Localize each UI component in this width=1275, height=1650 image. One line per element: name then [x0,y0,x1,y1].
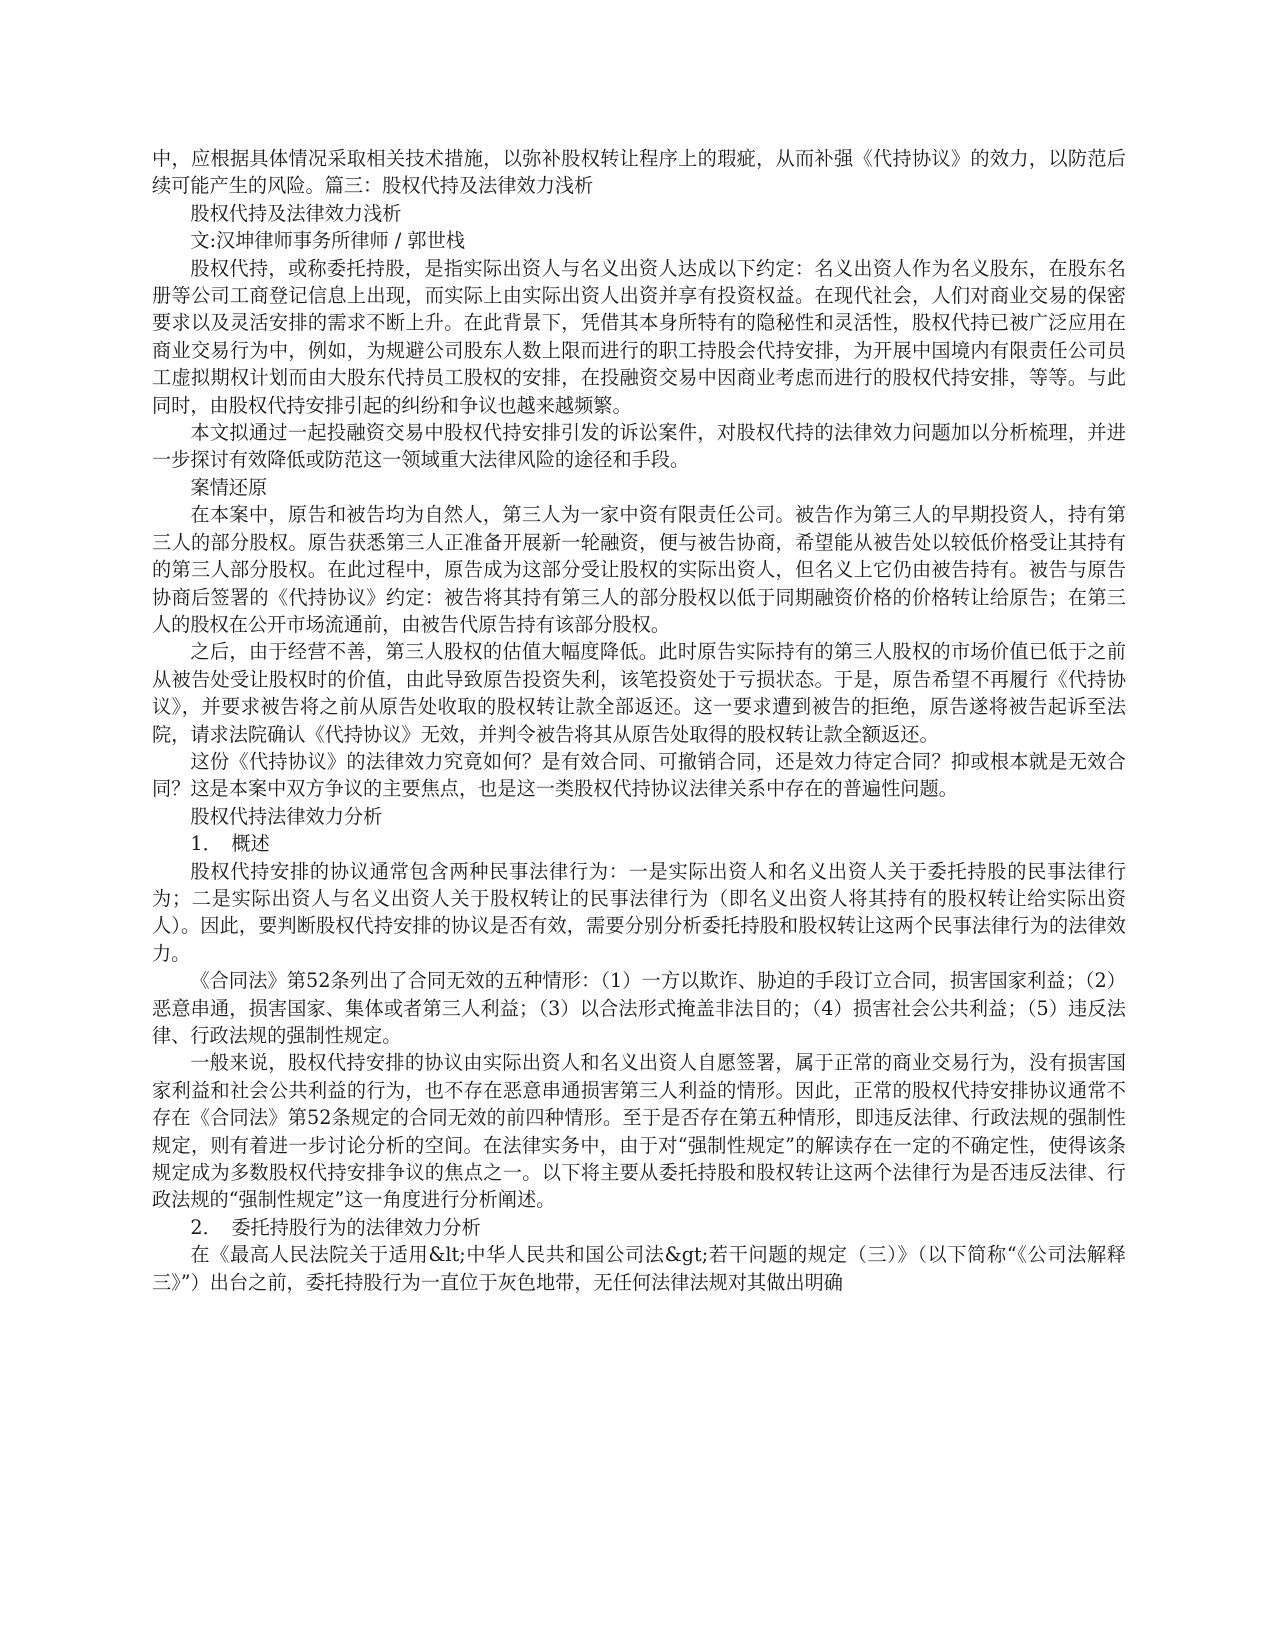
subsection-heading: 1． 概述 [190,832,270,856]
body-paragraph: 在本案中，原告和被告均为自然人，第三人为一家中资有限责任公司。被告作为第三人的早期投资人，持有第三人的部分股权。原告获悉第三人正准备开展新一轮融资，便与被告协商，希望能从被告处以较低价格受让其持有的第三人部分股权。在此过程中，原告成为这部分受让股权的实际出资人，但名义上它仍由被告持有。被告与原告协商后签署的《代持协议》约定：被告将其持有第三人的部分股权以低于同期融资价格的价格转让给原告；在第三人的股权在公开市场流通前，由被告代原告持有该部分股权。 [152,503,1126,636]
section-heading: 股权代持法律效力分析 [190,804,383,828]
body-paragraph: 股权代持，或称委托持股，是指实际出资人与名义出资人达成以下约定：名义出资人作为名义股东，在股东名册等公司工商登记信息上出现，而实际上由实际出资人出资并享有投资权益。在现代社会，人们对商业交易的保密要求以及灵活安排的需求不断上升。在此背景下，凭借其本身所特有的隐秘性和灵活性，股权代持已被广泛应用在商业交易行为中，例如，为规避公司股东人数上限而进行的职工持股会代持安排，为开展中国境内有限责任公司员工虚拟期权计划而由大股东代持员工股权的安排，在投融资交易中因商业考虑而进行的股权代持安排，等等。与此同时，由股权代持安排引起的纠纷和争议也越来越频繁。 [152,256,1126,417]
body-paragraph: 本文拟通过一起投融资交易中股权代持安排引发的诉讼案件，对股权代持的法律效力问题加以分析梳理，并进一步探讨有效降低或防范这一领域重大法律风险的途径和手段。 [152,421,1126,472]
body-paragraph: 这份《代持协议》的法律效力究竟如何？是有效合同、可撤销合同，还是效力待定合同？抑或根本就是无效合同？这是本案中双方争议的主要焦点，也是这一类股权代持协议法律关系中存在的普遍性问题。 [152,749,1126,801]
article-byline: 文:汉坤律师事务所律师 / 郭世栈 [190,229,465,253]
continuation-paragraph: 中，应根据具体情况采取相关技术措施，以弥补股权转让程序上的瑕疵，从而补强《代持协议》的效力，以防范后续可能产生的风险。篇三：股权代持及法律效力浅析 [152,147,1126,198]
body-paragraph: 一般来说，股权代持安排的协议由实际出资人和名义出资人自愿签署，属于正常的商业交易行为，没有损害国家利益和社会公共利益的行为，也不存在恶意串通损害第三人利益的情形。因此，正常的股权代持安排协议通常不存在《合同法》第52条规定的合同无效的前四种情形。至于是否存在第五种情形，即违反法律、行政法规的强制性规定，则有着进一步讨论分析的空间。在法律实务中，由于对“强制性规定”的解读存在一定的不确定性，使得该条规定成为多数股权代持安排争议的焦点之一。以下将主要从委托持股和股权转让这两个法律行为是否违反法律、行政法规的“强制性规定”这一角度进行分析阐述。 [152,1051,1126,1212]
article-title: 股权代持及法律效力浅析 [190,201,402,225]
body-paragraph: 《合同法》第52条列出了合同无效的五种情形：（1）一方以欺诈、胁迫的手段订立合同，损害国家利益；（2）恶意串通，损害国家、集体或者第三人利益；（3）以合法形式掩盖非法目的；（4）损害社会公共利益；（5）违反法律、行政法规的强制性规定。 [152,969,1126,1047]
body-paragraph: 之后，由于经营不善，第三人股权的估值大幅度降低。此时原告实际持有的第三人股权的市场价值已低于之前从被告处受让股权时的价值，由此导致原告投资失利，该笔投资处于亏损状态。于是，原告希望不再履行《代持协议》，并要求被告将之前从原告处收取的股权转让款全部返还。这一要求遭到被告的拒绝，原告遂将被告起诉至法院，请求法院确认《代持协议》无效，并判令被告将其从原告处取得的股权转让款全额返还。 [152,640,1126,746]
body-paragraph: 股权代持安排的协议通常包含两种民事法律行为：一是实际出资人和名义出资人关于委托持股的民事法律行为；二是实际出资人与名义出资人关于股权转让的民事法律行为（即名义出资人将其持有的股权转让给实际出资人）。因此，要判断股权代持安排的协议是否有效，需要分别分析委托持股和股权转让这两个民事法律行为的法律效力。 [152,859,1126,965]
document-page [152,145,1126,1296]
subsection-heading: 2． 委托持股行为的法律效力分析 [190,1215,481,1239]
section-heading: 案情还原 [190,475,268,499]
body-paragraph: 在《最高人民法院关于适用&lt;中华人民共和国公司法&gt;若干问题的规定（三）》（以下简称“《公司法解释三》”）出台之前，委托持股行为一直位于灰色地带，无任何法律法规对其做出明确 [152,1243,1126,1294]
